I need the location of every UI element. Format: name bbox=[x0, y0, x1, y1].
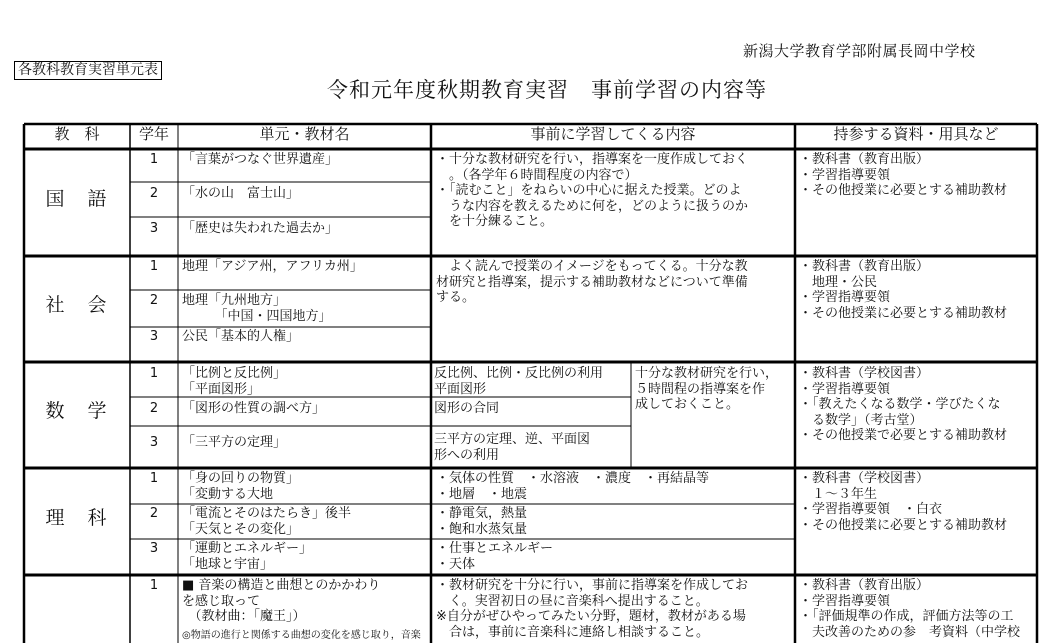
unit-cell: 「歴史は失われた過去か」 bbox=[182, 221, 339, 236]
unit-cell: 「水の山 富士山」 bbox=[182, 186, 300, 201]
grade-cell: 1 bbox=[149, 578, 159, 593]
subject-kokugo: 国 語 bbox=[45, 188, 109, 210]
topic-cell: 図形の合同 bbox=[434, 401, 500, 416]
unit-cell: 「図形の性質の調べ方」 bbox=[182, 401, 326, 416]
header-content: 事前に学習してくる内容 bbox=[530, 125, 696, 143]
materials-cell: ・教科書（学校図書） ・学習指導要領 ・「教えたくなる数学・学びたくな る数学」（考古堂） ・その他授業で必要とする補助教材 bbox=[799, 366, 1008, 443]
grade-cell: 1 bbox=[149, 471, 159, 486]
unit-cell: ■ 音楽の構造と曲想とのかかわり を感じ取って （教材曲：「魔王」） bbox=[182, 578, 381, 624]
grade-cell: 3 bbox=[149, 329, 159, 344]
unit-cell: 「運動とエネルギー」 「地球と宇宙」 bbox=[182, 541, 313, 572]
unit-cell: 「三平方の定理」 bbox=[182, 435, 287, 450]
topic-cell: ・静電気，熱量 ・飽和水蒸気量 bbox=[436, 506, 528, 537]
grade-cell: 3 bbox=[149, 221, 159, 236]
subject-rika: 理 科 bbox=[45, 507, 109, 529]
content-cell: ・教材研究を十分に行い，事前に指導案を作成してお く。実習初日の昼に音楽科へ提出すること。 ※自分がぜひやってみたい分野，題材，教材がある場 合は，事前に音楽科に連絡し相談すること。 bbox=[436, 578, 749, 640]
grade-cell: 1 bbox=[149, 366, 159, 381]
topic-cell: 三平方の定理、逆、平面図 形への利用 bbox=[434, 432, 591, 463]
grade-cell: 2 bbox=[149, 293, 159, 308]
grade-cell: 2 bbox=[149, 186, 159, 201]
page-title: 令和元年度秋期教育実習 事前学習の内容等 bbox=[327, 78, 767, 102]
grade-cell: 1 bbox=[149, 152, 159, 167]
grade-cell: 3 bbox=[149, 541, 159, 556]
content-cell: 十分な教材研究を行い， ５時間程の指導案を作 成しておくこと。 bbox=[635, 366, 779, 412]
unit-cell: 公民「基本的人権」 bbox=[182, 329, 300, 344]
school-name: 新潟大学教育学部附属長岡中学校 bbox=[743, 42, 976, 60]
header-subject: 教 科 bbox=[54, 125, 100, 143]
grade-cell: 2 bbox=[149, 401, 159, 416]
grade-cell: 3 bbox=[149, 435, 159, 450]
header-grade: 学年 bbox=[138, 125, 169, 143]
unit-cell: 「言葉がつなぐ世界遺産」 bbox=[182, 152, 339, 167]
content-cell: ・十分な教材研究を行い，指導案を一度作成しておく 。（各学年６時間程度の内容で） ・「読むこと」をねらいの中心に据えた授業。どのよ うな内容を教えるために何を，どのように扱うのか を十分練ること。 bbox=[436, 152, 749, 229]
unit-cell: 「電流とそのはたらき」後半 「天気とその変化」 bbox=[182, 506, 352, 537]
content-cell: よく読んで授業のイメージをもってくる。十分な教 材研究と指導案，提示する補助教材などについて準備 する。 bbox=[436, 259, 748, 305]
materials-cell: ・教科書（学校図書） １～３年生 ・学習指導要領 ・白衣 ・その他授業に必要とする補助教材 bbox=[799, 471, 1008, 533]
grade-cell: 1 bbox=[149, 259, 159, 274]
unit-cell: 「身の回りの物質」 「変動する大地 bbox=[182, 471, 300, 502]
materials-cell: ・教科書（教育出版） 地理・公民 ・学習指導要領 ・その他授業に必要とする補助教材 bbox=[799, 259, 1008, 321]
topic-cell: ・気体の性質 ・水溶液 ・濃度 ・再結晶等 ・地層 ・地震 bbox=[436, 471, 710, 502]
grade-cell: 2 bbox=[149, 506, 159, 521]
subject-sugaku: 数 学 bbox=[45, 400, 109, 422]
materials-cell: ・教科書（教育出版） ・学習指導要領 ・その他授業に必要とする補助教材 bbox=[799, 152, 1008, 198]
document-label: 各教科教育実習単元表 bbox=[14, 61, 162, 80]
unit-note: ◎物語の進行と関係する曲想の変化を感じ取り，音楽 bbox=[182, 630, 421, 641]
header-unit: 単元・教材名 bbox=[259, 125, 350, 143]
subject-shakai: 社 会 bbox=[45, 294, 109, 316]
materials-cell: ・教科書（教育出版） ・学習指導要領 ・「評価規準の作成，評価方法等の工 夫改善のための参 考資料（中学校 bbox=[799, 578, 1021, 640]
topic-cell: 反比例、比例・反比例の利用 平面図形 bbox=[434, 366, 604, 397]
topic-cell: ・仕事とエネルギー ・天体 bbox=[436, 541, 554, 572]
unit-cell: 地理「九州地方」 「中国・四国地方」 bbox=[182, 293, 332, 324]
header-materials: 持参する資料・用具など bbox=[833, 125, 999, 143]
unit-cell: 「比例と反比例」 「平面図形」 bbox=[182, 366, 287, 397]
unit-cell: 地理「アジア州，アフリカ州」 bbox=[182, 259, 363, 274]
